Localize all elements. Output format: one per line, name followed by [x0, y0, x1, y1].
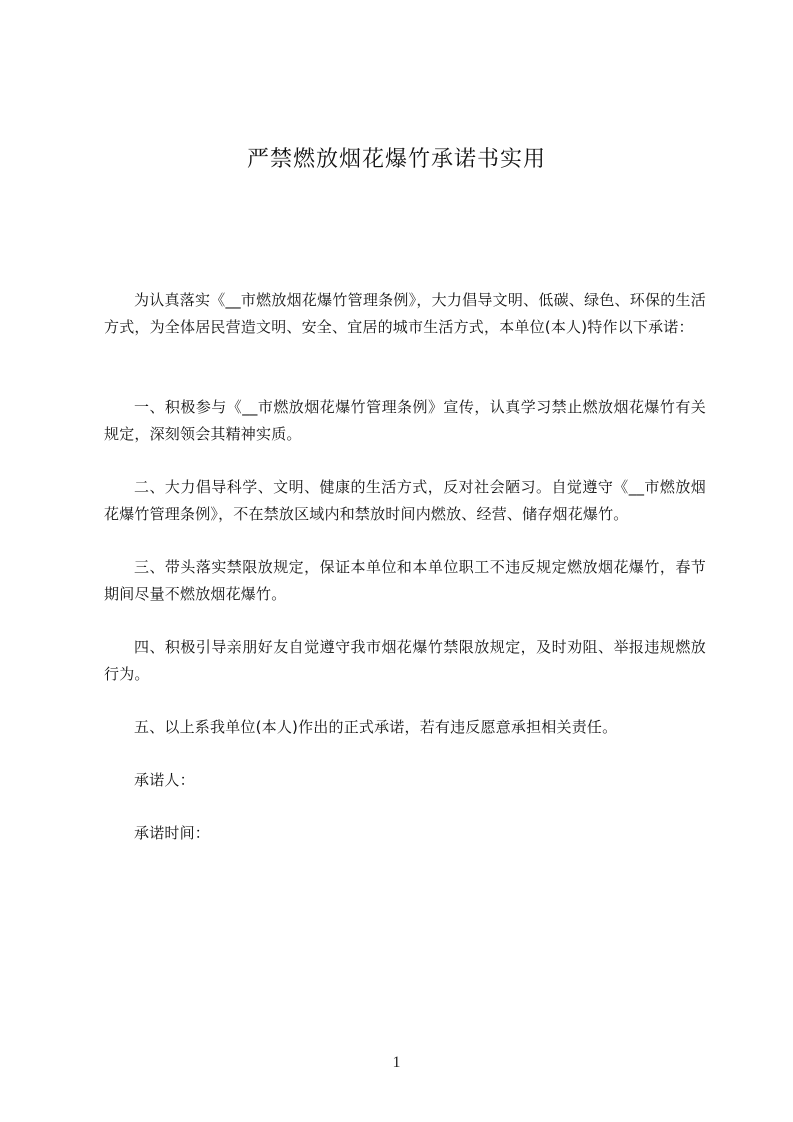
commitment-2-paragraph: [104, 474, 706, 528]
signatory-label: 承诺人：: [134, 771, 195, 789]
paragraph-text: 二、大力倡导科学、文明、健康的生活方式，反对社会陋习。自觉遵守《__市燃放烟花爆竹管理条例》，不在禁放区域内和禁放时间内燃放、经营、储存烟花爆竹。: [104, 478, 706, 523]
paragraph-text: 五、以上系我单位(本人)作出的正式承诺，若有违反愿意承担相关责任。: [134, 718, 618, 736]
commitment-5-paragraph: [104, 714, 706, 741]
signatory-line: [104, 767, 706, 794]
paragraph-text: 四、积极引导亲朋好友自觉遵守我市烟花爆竹禁限放规定，及时劝阻、举报违规燃放行为。: [104, 638, 706, 683]
document-title: 严禁燃放烟花爆竹承诺书实用: [246, 147, 546, 172]
paragraph-text: 三、带头落实禁限放规定，保证本单位和本单位职工不违反规定燃放烟花爆竹，春节期间尽量不燃放烟花爆竹。: [104, 558, 706, 603]
commitment-4-paragraph: [104, 634, 706, 688]
commitment-3-paragraph: [104, 554, 706, 608]
intro-paragraph: [104, 287, 706, 341]
paragraph-text: 一、积极参与《__市燃放烟花爆竹管理条例》宣传，认真学习禁止燃放烟花爆竹有关规定，深刻领会其精神实质。: [104, 398, 706, 443]
date-line: [104, 820, 706, 847]
commitment-1-paragraph: [104, 394, 706, 448]
page-number: 1: [392, 1054, 401, 1071]
paragraph-text: 为认真落实《__市燃放烟花爆竹管理条例》，大力倡导文明、低碳、绿色、环保的生活方式，为全体居民营造文明、安全、宜居的城市生活方式，本单位(本人)特作以下承诺：: [104, 291, 706, 336]
date-label: 承诺时间：: [134, 824, 211, 842]
